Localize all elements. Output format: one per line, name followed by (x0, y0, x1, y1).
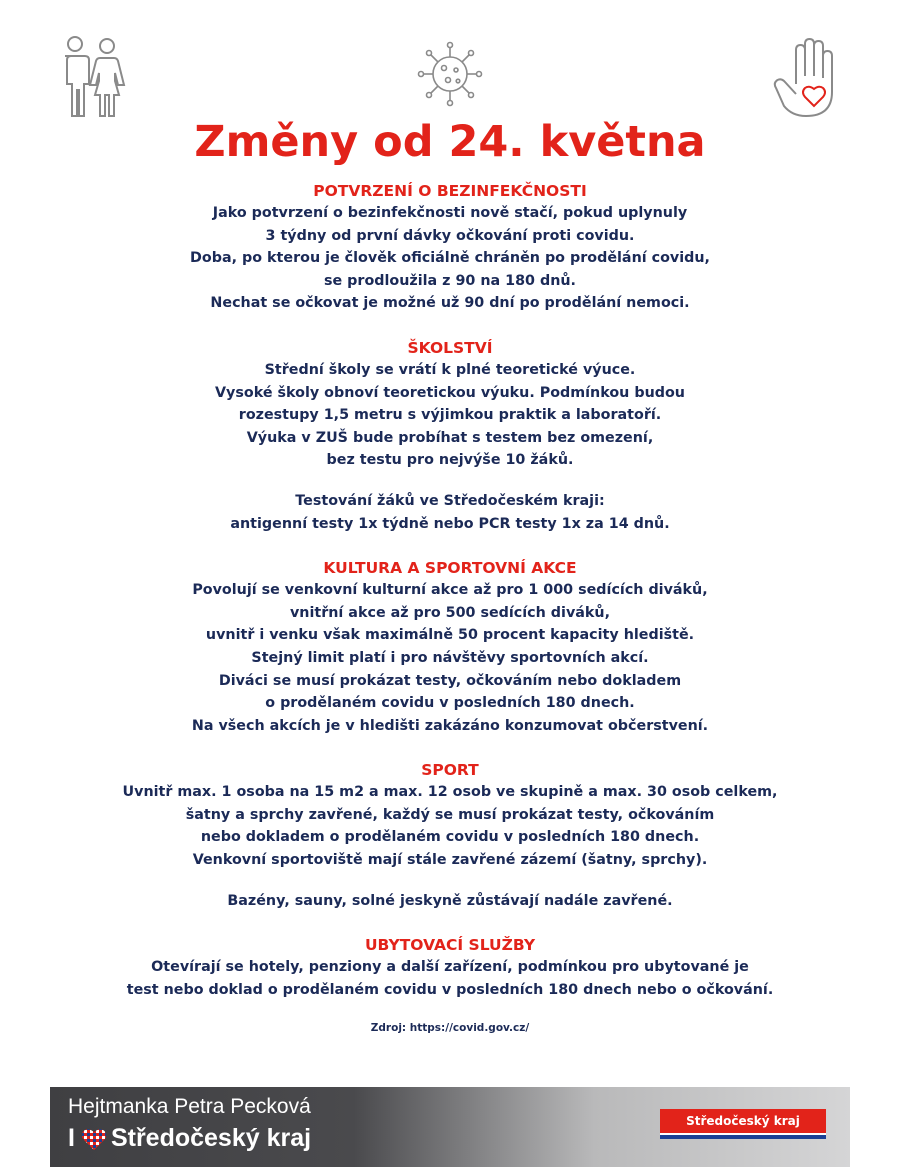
paragraph-line: Diváci se musí prokázat testy, očkováním nebo dokladem (218, 672, 682, 689)
section-heading: POTVRZENÍ O BEZINFEKČNOSTI (313, 182, 587, 200)
paragraph-line: Doba, po kterou je člověk oficiálně chráněn po prodělání covidu, (190, 250, 710, 267)
paragraph-line: Výuka v ZUŠ bude probíhat s testem bez omezení, (246, 429, 654, 446)
section-heading: SPORT (421, 761, 479, 780)
document-body (0, 180, 900, 1035)
section-skolstvi (0, 337, 900, 535)
paragraph-line: Otevírají se hotely, penziony a další zařízení, podmínkou pro ubytované je (151, 959, 749, 976)
paragraph-line: test nebo doklad o prodělaném covidu v posledních 180 dnech nebo o očkování. (126, 981, 774, 998)
heart-icon (81, 1127, 107, 1151)
footer-slogan-region: Středočeský kraj (110, 1124, 312, 1152)
paragraph-line: vnitřní akce až pro 500 sedících diváků, (289, 604, 611, 621)
paragraph-line: Střední školy se vrátí k plné teoretické výuce. (264, 361, 636, 378)
paragraph-line: o prodělaném covidu v posledních 180 dnech. (265, 695, 635, 712)
source-note: Zdroj: https://covid.gov.cz/ (370, 1022, 530, 1035)
section-sport (0, 759, 900, 912)
paragraph-line: Testování žáků ve Středočeském kraji: (295, 492, 605, 509)
section-heading: KULTURA A SPORTOVNÍ AKCE (323, 559, 577, 578)
page-title: Změny od 24. května (194, 117, 706, 167)
paragraph-line: Bazény, sauny, solné jeskyně zůstávají nadále zavřené. (227, 892, 673, 909)
paragraph-line: Jako potvrzení o bezinfekčnosti nově stačí, pokud uplynuly (212, 205, 688, 221)
badge-stripe-white (660, 1133, 826, 1135)
paragraph-line: šatny a sprchy zavřené, každý se musí prokázat testy, očkováním (185, 806, 715, 823)
section-ubytovaci (0, 934, 900, 1001)
footer-author: Hejtmanka Petra Pecková (68, 1095, 311, 1118)
paragraph-line: Venkovní sportoviště mají stále zavřené zázemí (šatny, sprchy). (192, 852, 708, 869)
paragraph-line: bez testu pro nejvýše 10 žáků. (326, 452, 574, 469)
paragraph-line: uvnitř i venku však maximálně 50 procent kapacity hlediště. (205, 627, 695, 644)
paragraph-line: rozestupy 1,5 metru s výjimkou praktik a laboratoří. (238, 407, 662, 424)
people-icon (55, 34, 127, 120)
region-badge: Středočeský kraj (660, 1109, 826, 1133)
footer-slogan-prefix: I (68, 1124, 75, 1152)
heart-icon (803, 87, 825, 106)
footer-banner (50, 1087, 850, 1167)
section-heading: ŠKOLSTVÍ (407, 338, 493, 357)
section-kultura (0, 557, 900, 737)
paragraph-line: Na všech akcích je v hledišti zakázáno konzumovat občerstvení. (191, 717, 709, 734)
paragraph-line: se prodloužila z 90 na 180 dnů. (324, 272, 576, 289)
paragraph-line: Vysoké školy obnoví teoretickou výuku. Podmínkou budou (214, 384, 685, 401)
virus-icon (416, 40, 484, 108)
section-potvrzeni (0, 180, 900, 315)
paragraph-line: antigenní testy 1x týdně nebo PCR testy 1x za 14 dnů. (230, 515, 670, 532)
paragraph-line: nebo dokladem o prodělaném covidu v posledních 180 dnech. (200, 829, 700, 846)
paragraph-line: 3 týdny od první dávky očkování proti covidu. (265, 227, 635, 244)
footer-slogan (68, 1124, 311, 1153)
paragraph-line: Uvnitř max. 1 osoba na 15 m2 a max. 12 osob ve skupině a max. 30 osob celkem, (122, 784, 778, 801)
paragraph-line: Povolují se venkovní kulturní akce až pro 1 000 sedících diváků, (192, 582, 708, 599)
paragraph-line: Stejný limit platí i pro návštěvy sportovních akcí. (251, 649, 649, 666)
section-heading: UBYTOVACÍ SLUŽBY (364, 936, 536, 955)
paragraph-line: Nechat se očkovat je možné už 90 dní po prodělání nemoci. (210, 295, 690, 312)
